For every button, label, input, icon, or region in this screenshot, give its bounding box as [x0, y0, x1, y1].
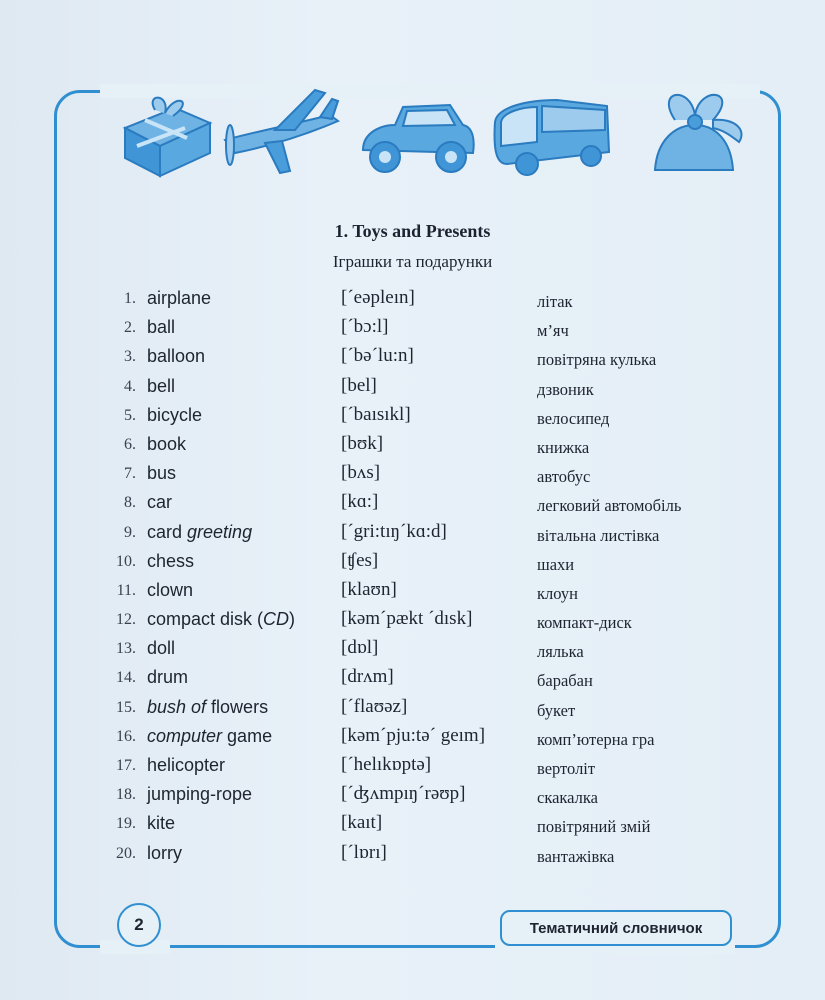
vocab-transcription: [klaʊn] [341, 578, 397, 600]
vocab-word [147, 580, 193, 601]
vocab-transcription: [bʌs] [341, 462, 381, 484]
vocab-row [0, 549, 825, 578]
vocab-word-part: book [147, 433, 187, 454]
vocab-transcription: [kaıt] [341, 812, 383, 834]
vocab-word [147, 522, 252, 543]
bus-icon [487, 92, 617, 180]
vocab-transcription: [´bɔ:l] [341, 316, 389, 338]
vocab-translation: клоун [537, 583, 578, 603]
vocab-number: 18. [116, 786, 136, 804]
vocab-word [147, 551, 194, 572]
vocab-transcription: [bʊk] [341, 432, 384, 454]
vocab-row [0, 695, 825, 724]
vocab-translation: барабан [537, 671, 593, 691]
vocab-word-part: bus [147, 463, 177, 484]
vocab-translation: велосипед [537, 408, 610, 428]
vocab-word [147, 843, 182, 864]
vocab-word-part: game [222, 725, 273, 746]
vocab-transcription: [´gri:tıŋ´kɑ:d] [341, 520, 447, 542]
vocab-word [147, 638, 175, 659]
vocab-translation: вантажівка [537, 846, 615, 866]
vocab-translation: шахи [537, 554, 575, 574]
vocab-transcription: [´lɒrı] [341, 841, 387, 863]
vocab-row [0, 461, 825, 490]
vocab-word [147, 667, 188, 688]
vocab-word-italic-part: bush of [147, 696, 207, 717]
vocab-number: 6. [124, 435, 136, 453]
vocab-word-italic-part: CD [263, 609, 290, 630]
vocab-translation: автобус [537, 467, 591, 487]
vocab-number: 13. [116, 640, 136, 658]
vocab-transcription: [kəm´pju:tə´ geım] [341, 724, 486, 746]
vocab-number: 5. [124, 406, 136, 424]
page-number: 2 [117, 903, 161, 947]
vocab-number: 12. [116, 611, 136, 629]
vocab-row [0, 286, 825, 315]
page-subtitle: Іграшки та подарунки [332, 252, 493, 271]
vocab-word-part: clown [147, 579, 194, 600]
vocab-word [147, 434, 186, 455]
vocabulary-list [0, 286, 825, 870]
vocab-translation: вітальна листівка [537, 525, 660, 545]
vocab-row [0, 782, 825, 811]
vocab-word-part: compact disk ( [147, 609, 264, 630]
vocab-word [147, 463, 176, 484]
vocab-row [0, 665, 825, 694]
vocab-row [0, 344, 825, 373]
vocab-number: 9. [124, 523, 136, 541]
vocab-translation: вертоліт [537, 759, 596, 778]
vocab-number: 11. [116, 581, 136, 599]
vocab-word-part: helicopter [147, 755, 226, 775]
vocab-word-italic-part: greeting [187, 521, 253, 542]
vocab-row [0, 724, 825, 753]
vocab-row [0, 841, 825, 870]
vocab-transcription: [´baısıkl] [341, 403, 411, 425]
vocab-transcription: [drʌm] [341, 666, 394, 688]
vocab-word-part: card [147, 521, 188, 542]
vocab-number: 20. [116, 844, 136, 862]
vocab-word-part: jumping-rope [147, 784, 253, 805]
vocab-translation: лялька [537, 642, 584, 662]
vocab-word-part: doll [147, 638, 176, 659]
vocab-translation: букет [537, 700, 576, 720]
vocab-row [0, 432, 825, 461]
vocab-number: 2. [124, 319, 136, 337]
vocab-word-part: chess [147, 550, 195, 571]
vocab-word [147, 346, 205, 367]
vocab-number: 7. [124, 465, 136, 483]
vocab-row [0, 315, 825, 344]
vocab-number: 15. [116, 698, 136, 716]
vocab-row [0, 490, 825, 519]
vocab-word-part: bicycle [147, 404, 203, 425]
vocab-transcription: [´ʤʌmpıŋ´rəʊp] [341, 783, 466, 805]
vocab-word-part: lorry [147, 842, 182, 863]
vocab-number: 10. [116, 552, 136, 570]
gift-box-icon [115, 88, 215, 178]
vocab-word-part: balloon [147, 346, 206, 367]
vocab-word-part: bell [147, 375, 176, 396]
vocab-translation: книжка [537, 437, 590, 457]
vocab-word [147, 376, 175, 397]
vocab-transcription: [ʧes] [341, 549, 379, 571]
vocab-translation: комп’ютерна гра [537, 729, 655, 749]
vocab-row [0, 520, 825, 549]
vocab-word [147, 784, 252, 805]
airplane-icon [220, 85, 345, 175]
vocab-transcription: [´helıkɒptə] [341, 754, 432, 775]
vocab-word [147, 317, 175, 338]
vocab-transcription: [bel] [341, 374, 377, 396]
vocab-row [0, 403, 825, 432]
vocab-word-part: ) [289, 609, 296, 630]
vocab-translation: дзвоник [537, 379, 594, 399]
vocab-transcription: [´flaʊəz] [341, 695, 408, 717]
vocab-translation: компакт-диск [537, 613, 632, 633]
bell-icon [635, 80, 755, 180]
vocab-translation: скакалка [537, 788, 598, 808]
vocab-word [147, 726, 272, 747]
vocab-number: 3. [124, 348, 136, 366]
vocab-word-part: kite [147, 813, 176, 834]
vocab-word [147, 405, 202, 426]
vocab-row [0, 636, 825, 665]
vocab-word [147, 697, 268, 718]
page-title: 1. Toys and Presents [334, 221, 491, 241]
vocab-word-part: ball [147, 317, 176, 338]
vocab-number: 17. [116, 757, 136, 774]
vocab-number: 8. [124, 494, 136, 512]
vocab-word [147, 813, 175, 834]
vocab-row [0, 578, 825, 607]
vocab-word-part: car [147, 492, 173, 513]
vocab-translation: літак [537, 292, 573, 311]
vocab-word-italic-part: computer [147, 725, 223, 746]
section-label: Тематичний словничок [500, 910, 732, 946]
vocab-number: 19. [116, 815, 136, 833]
vocab-word-part: flowers [206, 696, 269, 717]
vocab-transcription: [´bə´lu:n] [341, 345, 414, 367]
vocab-transcription: [kɑ:] [341, 491, 379, 513]
vocab-word-part: drum [147, 667, 189, 688]
vocab-word [147, 288, 211, 309]
vocab-number: 16. [116, 727, 136, 745]
vocab-translation: м’яч [537, 321, 569, 341]
vocab-row [0, 374, 825, 403]
vocab-row [0, 607, 825, 636]
vocab-transcription: [dɒl] [341, 637, 379, 659]
vocab-word [147, 755, 225, 776]
vocab-number: 1. [124, 290, 136, 307]
vocab-word [147, 609, 295, 630]
car-icon [355, 95, 480, 180]
vocab-word [147, 492, 172, 513]
vocab-translation: легковий автомобіль [537, 496, 682, 516]
vocab-transcription: [kəm´pækt ´dısk] [341, 608, 473, 630]
vocab-translation: повітряний змій [537, 817, 651, 837]
vocab-word-part: airplane [147, 288, 212, 308]
header-illustrations [115, 80, 755, 180]
vocab-number: 4. [124, 377, 136, 395]
vocab-row [0, 753, 825, 782]
vocab-translation: повітряна кулька [537, 350, 657, 370]
vocab-row [0, 811, 825, 840]
vocab-number: 14. [116, 669, 136, 687]
vocab-transcription: [´eəpleın] [341, 287, 415, 308]
